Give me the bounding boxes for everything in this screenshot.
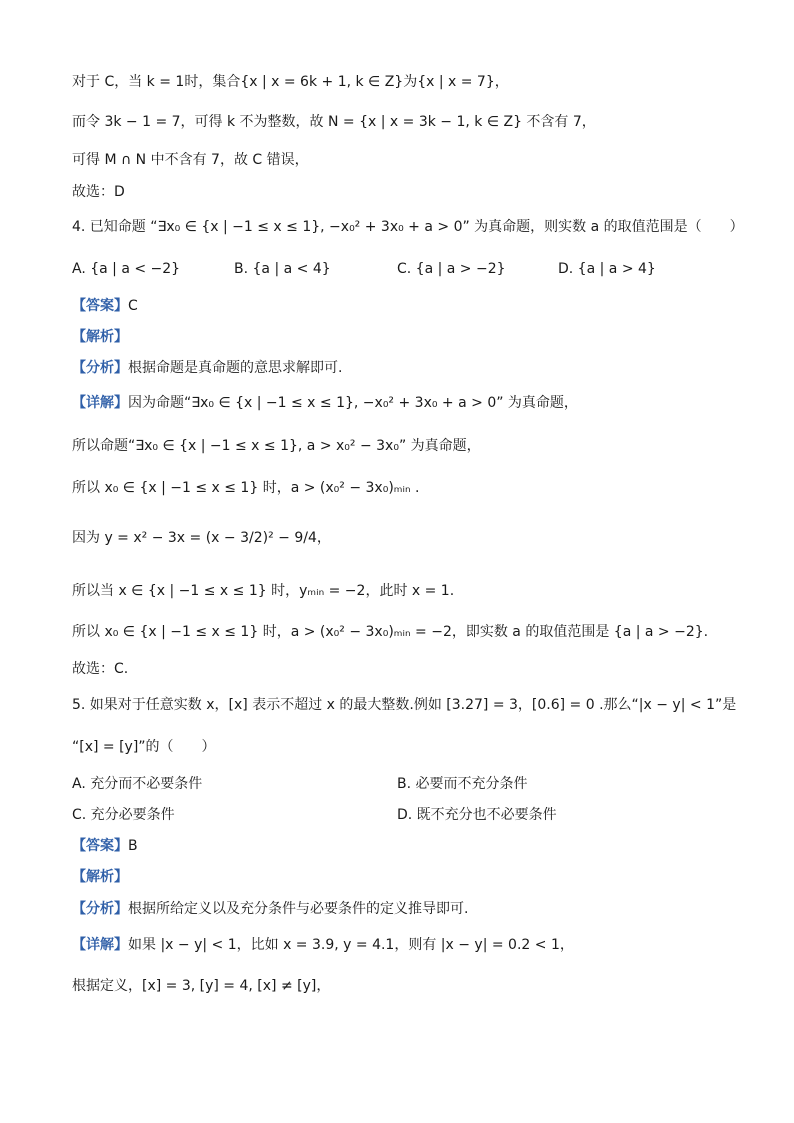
q4-option-b: B. {a | a < 4} [234, 261, 331, 277]
answer-line [72, 296, 138, 316]
analysis-heading [72, 867, 128, 887]
detail-text: 因为命题“∃x₀ ∈ {x | −1 ≤ x ≤ 1}, −x₀² + 3x₀ + a > 0” 为真命题， [128, 395, 578, 411]
text-line: 对于 C，当 k = 1时，集合{x | x = 6k + 1, k ∈ Z}为{x | x = 7}， [72, 74, 509, 90]
detail-text: 如果 |x − y| < 1，比如 x = 3.9, y = 4.1，则有 |x − y| = 0.2 < 1， [128, 937, 574, 953]
text-line: 所以 x₀ ∈ {x | −1 ≤ x ≤ 1} 时，a > (x₀² − 3x₀)ₘᵢₙ . [72, 480, 420, 496]
text-line: 所以 x₀ ∈ {x | −1 ≤ x ≤ 1} 时，a > (x₀² − 3x₀)ₘᵢₙ = −2，即实数 a 的取值范围是 {a | a > −2}. [72, 624, 709, 640]
detail-tag: 【详解】 [72, 937, 128, 953]
analysis-tag: 【分析】 [72, 360, 128, 376]
answer-value: C [128, 298, 138, 314]
analysis-tag: 【分析】 [72, 901, 128, 917]
q4-option-a: A. {a | a < −2} [72, 261, 181, 277]
answer-line [72, 836, 138, 856]
q5-option-c: C. 充分必要条件 [72, 807, 175, 823]
question-5-cont: “[x] = [y]”的（ ） [72, 739, 216, 755]
question-4: 4. 已知命题 “∃x₀ ∈ {x | −1 ≤ x ≤ 1}, −x₀² + 3x₀ + a > 0” 为真命题，则实数 a 的取值范围是（ ） [72, 219, 744, 235]
detail-line [72, 935, 574, 955]
text-line: 故选：C. [72, 661, 129, 677]
q5-option-d: D. 既不充分也不必要条件 [397, 807, 557, 823]
answer-tag: 【答案】 [72, 298, 128, 314]
analysis-heading-tag: 【解析】 [72, 329, 128, 345]
answer-tag: 【答案】 [72, 838, 128, 854]
analysis-text: 根据所给定义以及充分条件与必要条件的定义推导即可. [128, 901, 469, 917]
q4-option-c: C. {a | a > −2} [397, 261, 506, 277]
text-line: 而令 3k − 1 = 7，可得 k 不为整数，故 N = {x | x = 3k − 1, k ∈ Z} 不含有 7， [72, 114, 596, 130]
analysis-heading [72, 327, 128, 347]
analysis-line [72, 899, 468, 919]
q5-option-a: A. 充分而不必要条件 [72, 776, 203, 792]
detail-line [72, 393, 578, 413]
answer-value: B [128, 838, 138, 854]
text-line: 可得 M ∩ N 中不含有 7，故 C 错误， [72, 152, 309, 168]
q4-option-d: D. {a | a > 4} [558, 261, 656, 277]
analysis-heading-tag: 【解析】 [72, 869, 128, 885]
detail-tag: 【详解】 [72, 395, 128, 411]
analysis-line [72, 358, 342, 378]
q5-option-b: B. 必要而不充分条件 [397, 776, 528, 792]
text-line: 所以当 x ∈ {x | −1 ≤ x ≤ 1} 时，yₘᵢₙ = −2，此时 x = 1. [72, 583, 455, 599]
analysis-text: 根据命题是真命题的意思求解即可. [128, 360, 343, 376]
text-line: 故选：D [72, 184, 125, 200]
question-5: 5. 如果对于任意实数 x，[x] 表示不超过 x 的最大整数.例如 [3.27] = 3，[0.6] = 0 .那么“|x − y| < 1”是 [72, 697, 737, 713]
text-line: 因为 y = x² − 3x = (x − 3/2)² − 9/4， [72, 530, 331, 546]
text-line: 所以命题“∃x₀ ∈ {x | −1 ≤ x ≤ 1}, a > x₀² − 3x₀” 为真命题， [72, 438, 481, 454]
text-line: 根据定义，[x] = 3, [y] = 4, [x] ≠ [y]， [72, 978, 331, 994]
